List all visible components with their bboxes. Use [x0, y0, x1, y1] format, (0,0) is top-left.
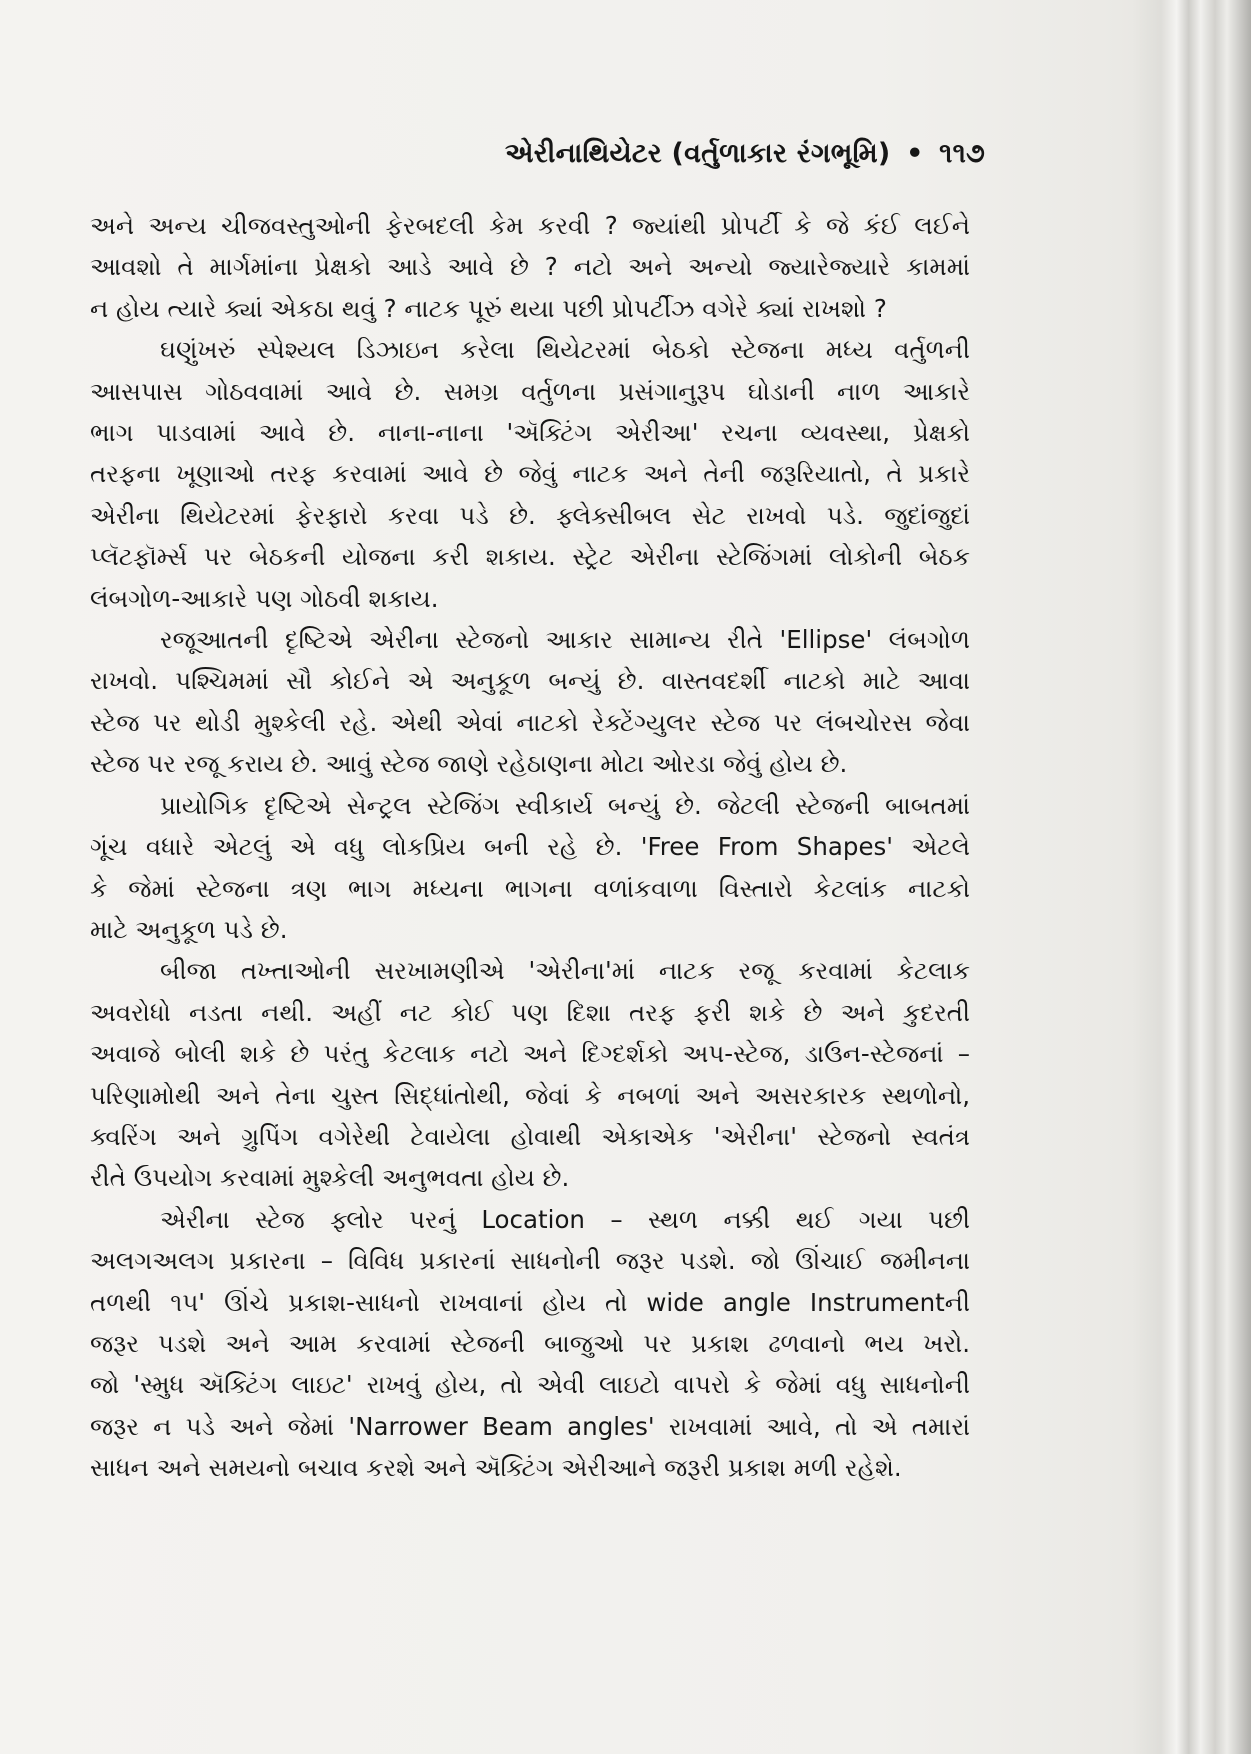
- paragraph: [90, 619, 970, 785]
- text-line: ગૂંચ વધારે એટલું એ વધુ લોકપ્રિય બની રહે છે. 'Free From Shapes' એટલે: [90, 832, 970, 862]
- text-line: જરૂર પડશે અને આમ કરવામાં સ્ટેજની બાજુઓ પર પ્રકાશ ઢળવાનો ભય ખરો.: [90, 1328, 970, 1358]
- paragraph: [90, 1199, 970, 1489]
- text-line: તળથી ૧૫' ઊંચે પ્રકાશ-સાધનો રાખવાનાં હોય તો wide angle Instrumentની: [90, 1287, 970, 1317]
- text-line: એરીના સ્ટેજ ફ્લોર પરનું Location – સ્થળ નક્કી થઈ ગયા પછી: [160, 1204, 970, 1234]
- text-line: રજૂઆતની દૃષ્ટિએ એરીના સ્ટેજનો આકાર સામાન્ય રીતે 'Ellipse' લંબગોળ: [160, 625, 970, 655]
- text-line: રીતે ઉપયોગ કરવામાં મુશ્કેલી અનુભવતા હોય છે.: [90, 1163, 570, 1193]
- text-line: અને અન્ય ચીજવસ્તુઓની ફેરબદલી કેમ કરવી ? જ્યાંથી પ્રોપર્ટી કે જે કંઈ લઈને: [90, 211, 970, 240]
- text-line: એરીના થિયેટરમાં ફેરફારો કરવા પડે છે. ફ્લેક્સીબલ સેટ રાખવો પડે. જુદાંજુદાં: [90, 500, 970, 530]
- text-line: ભાગ પાડવામાં આવે છે. નાના-નાના 'ઍક્ટિંગ એરીઆ' રચના વ્યવસ્થા, પ્રેક્ષકો: [90, 418, 970, 448]
- text-line: રાખવો. પશ્ચિમમાં સૌ કોઈને એ અનુકૂળ બન્યું છે. વાસ્તવદર્શી નાટકો માટે આવા: [90, 666, 970, 696]
- text-line: જરૂર ન પડે અને જેમાં 'Narrower Beam angles' રાખવામાં આવે, તો એ તમારાં: [90, 1411, 970, 1441]
- text-line: પ્રાયોગિક દૃષ્ટિએ સેન્ટ્રલ સ્ટેજિંગ સ્વીકાર્ય બન્યું છે. જેટલી સ્ટેજની બાબતમાં: [160, 790, 970, 820]
- text-line: અવાજે બોલી શકે છે પરંતુ કેટલાક નટો અને દિગ્દર્શકો અપ-સ્ટેજ, ડાઉન-સ્ટેજનાં –: [90, 1039, 970, 1069]
- text-line: આસપાસ ગોઠવવામાં આવે છે. સમગ્ર વર્તુળના પ્રસંગાનુરૂપ ઘોડાની નાળ આકારે: [90, 376, 970, 406]
- text-line: માટે અનુકૂળ પડે છે.: [90, 914, 288, 944]
- header-bullet: •: [906, 138, 924, 169]
- paragraph: [90, 329, 970, 619]
- text-line: સાધન અને સમયનો બચાવ કરશે અને ઍક્ટિંગ એરીઆને જરૂરી પ્રકાશ મળી રહેશે.: [90, 1453, 902, 1483]
- running-header: [90, 138, 985, 170]
- text-line: ક્વરિંગ અને ગ્રુપિંગ વગેરેથી ટેવાયેલા હોવાથી એકાએક 'એરીના' સ્ટેજનો સ્વતંત્ર: [90, 1121, 970, 1151]
- text-line: ઘણુંખરું સ્પેશ્યલ ડિઝાઇન કરેલા થિયેટરમાં બેઠકો સ્ટેજના મધ્ય વર્તુળની: [160, 335, 970, 365]
- paragraph: [90, 205, 970, 329]
- text-line: જો 'સ્મુધ ઍક્ટિંગ લાઇટ' રાખવું હોય, તો એવી લાઇટો વાપરો કે જેમાં વધુ સાધનોની: [90, 1370, 970, 1400]
- paragraph: [90, 785, 970, 951]
- header-title: એરીનાથિયેટર (વર્તુળાકાર રંગભૂમિ): [505, 138, 891, 169]
- body-text: [90, 205, 970, 1489]
- paragraph: [90, 950, 970, 1198]
- text-line: કે જેમાં સ્ટેજના ત્રણ ભાગ મધ્યના ભાગના વળાંકવાળા વિસ્તારો કેટલાંક નાટકો: [90, 873, 970, 903]
- page-number: ૧૧૭: [939, 138, 985, 169]
- text-line: અવરોધો નડતા નથી. અહીં નટ કોઈ પણ દિશા તરફ ફરી શકે છે અને કુદરતી: [90, 997, 970, 1027]
- text-line: સ્ટેજ પર થોડી મુશ્કેલી રહે. એથી એવાં નાટકો રેક્ટેંગ્યુલર સ્ટેજ પર લંબચોરસ જેવા: [90, 707, 970, 737]
- text-line: બીજા તખ્તાઓની સરખામણીએ 'એરીના'માં નાટક રજૂ કરવામાં કેટલાક: [160, 956, 970, 986]
- text-line: લંબગોળ-આકારે પણ ગોઠવી શકાય.: [90, 583, 439, 613]
- text-line: પરિણામોથી અને તેના ચુસ્ત સિદ્ધાંતોથી, જેવાં કે નબળાં અને અસરકારક સ્થળોનો,: [90, 1080, 970, 1110]
- text-line: પ્લૅટફૉર્મ્સ પર બેઠકની યોજના કરી શકાય. સ્ટ્રેટ એરીના સ્ટેજિંગમાં લોકોની બેઠક: [90, 542, 970, 572]
- text-line: અલગઅલગ પ્રકારના – વિવિધ પ્રકારનાં સાધનોની જરૂર પડશે. જો ઊંચાઈ જમીનના: [90, 1246, 970, 1276]
- page-binding-edge: [1131, 0, 1251, 1754]
- text-line: તરફના ખૂણાઓ તરફ કરવામાં આવે છે જેવું નાટક અને તેની જરૂરિયાતો, તે પ્રકારે: [90, 459, 970, 489]
- text-line: સ્ટેજ પર રજૂ કરાય છે. આવું સ્ટેજ જાણે રહેઠાણના મોટા ઓરડા જેવું હોય છે.: [90, 749, 848, 779]
- text-line: ન હોય ત્યારે ક્યાં એકઠા થવું ? નાટક પૂરું થયા પછી પ્રોપર્ટીઝ વગેરે ક્યાં રાખશો ?: [90, 293, 887, 323]
- text-line: આવશો તે માર્ગમાંના પ્રેક્ષકો આડે આવે છે ? નટો અને અન્યો જ્યારેજ્યારે કામમાં: [90, 252, 970, 282]
